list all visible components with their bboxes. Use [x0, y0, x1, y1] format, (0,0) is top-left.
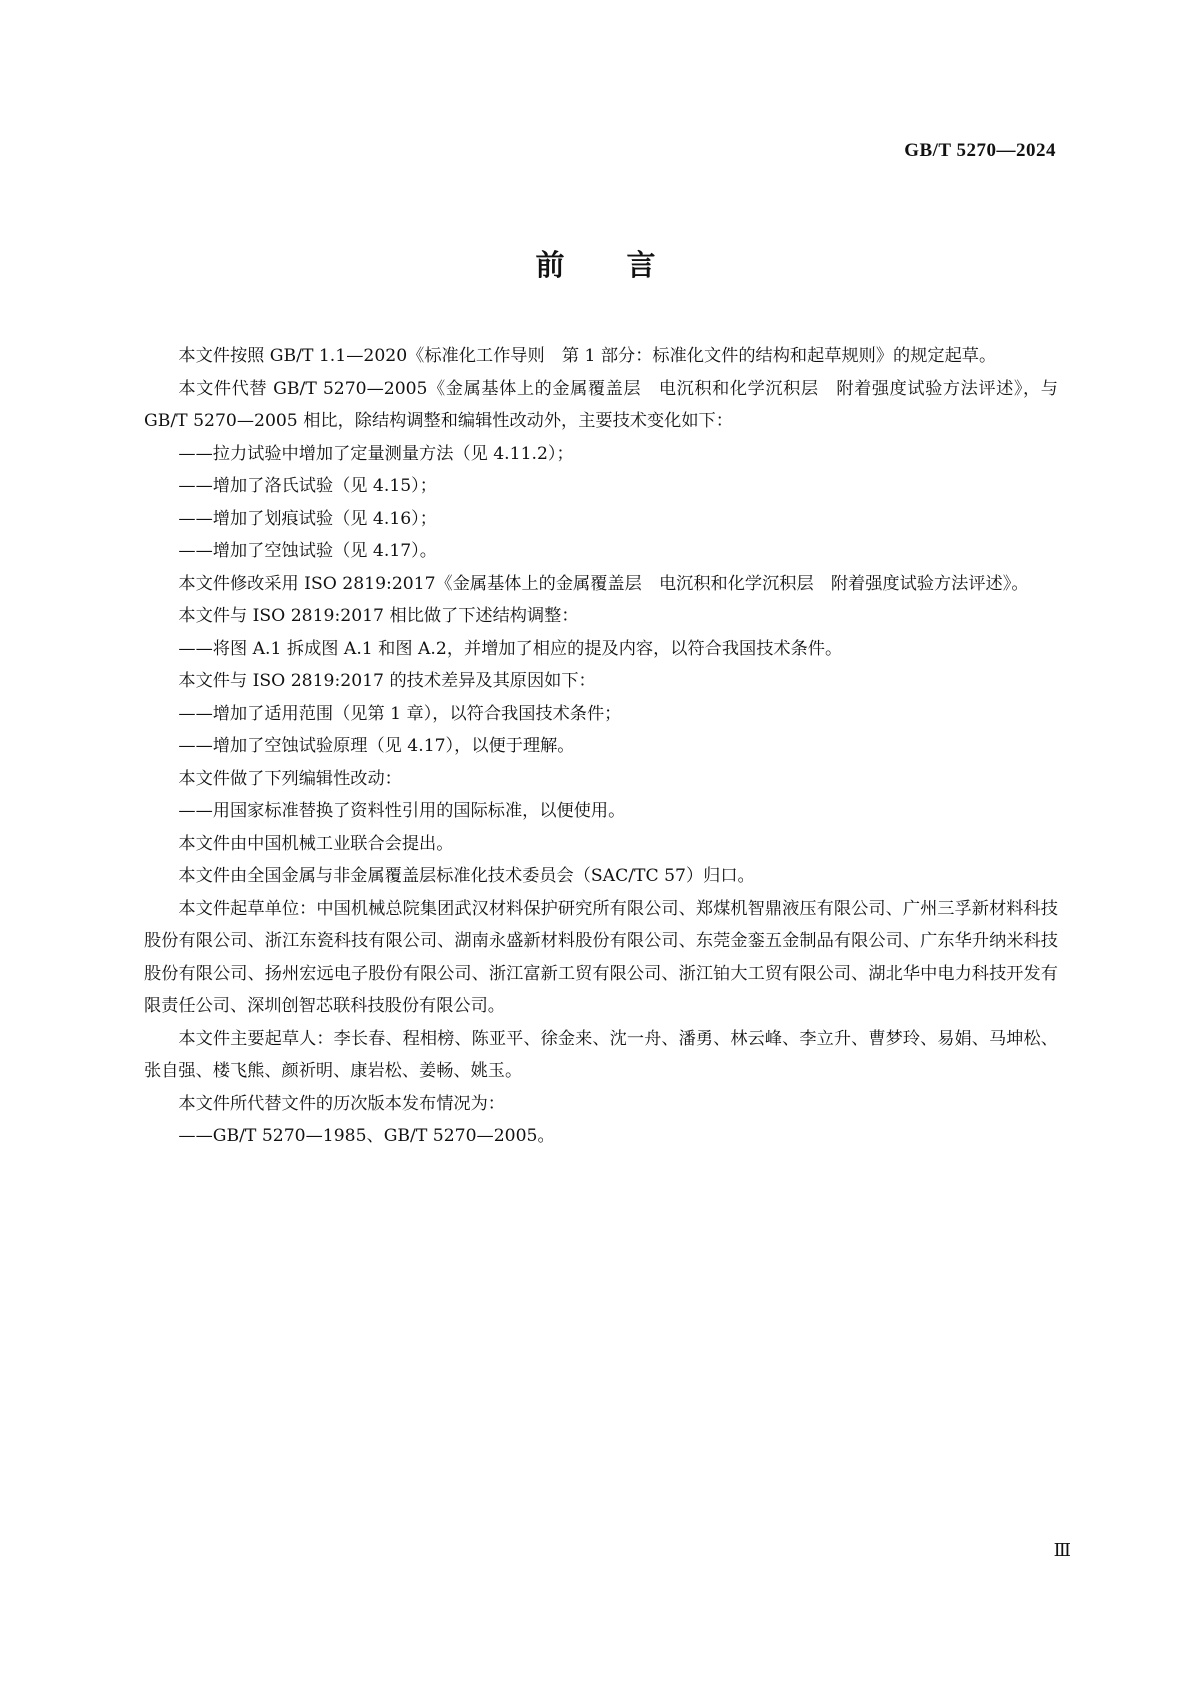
list-item: ——增加了空蚀试验（见 4.17）。	[178, 541, 437, 561]
list-item: ——增加了空蚀试验原理（见 4.17），以便于理解。	[178, 736, 575, 756]
list-item: ——增加了洛氏试验（见 4.15）；	[178, 476, 437, 496]
paragraph-technical-differences: 本文件与 ISO 2819:2017 的技术差异及其原因如下：	[178, 671, 596, 691]
standard-number: GB/T 5270—2024	[904, 140, 1056, 161]
paragraph-replacement: 本文件代替 GB/T 5270—2005《金属基体上的金属覆盖层 电沉积和化学沉积层 附着强度试验方法评述》，与 GB/T 5270—2005 相比，除结构调整和编辑性改动外，主要技术变化如下：	[144, 378, 1058, 431]
page-title: 前言	[535, 248, 718, 282]
list-item: ——GB/T 5270—1985、GB/T 5270—2005。	[178, 1126, 555, 1146]
list-item: ——增加了划痕试验（见 4.16）；	[178, 508, 437, 529]
paragraph-version-history: 本文件所代替文件的历次版本发布情况为：	[178, 1093, 505, 1114]
paragraph-drafting-units: 本文件起草单位：中国机械总院集团武汉材料保护研究所有限公司、郑煤机智鼎液压有限公司、广州三孚新材料科技股份有限公司、浙江东瓷科技有限公司、湖南永盛新材料股份有限公司、东莞金銮五金制品有限公司、广东华升纳米科技股份有限公司、扬州宏远电子股份有限公司、浙江富新工贸有限公司、浙江铂大工贸有限公司、湖北华中电力科技开发有限责任公司、深圳创智芯联科技股份有限公司。	[144, 898, 1058, 1016]
list-item: ——增加了适用范围（见第 1 章），以符合我国技术条件；	[178, 703, 622, 724]
paragraph-proposer: 本文件由中国机械工业联合会提出。	[178, 833, 454, 854]
list-item: ——用国家标准替换了资料性引用的国际标准，以便使用。	[178, 801, 626, 821]
list-item: ——将图 A.1 拆成图 A.1 和图 A.2，并增加了相应的提及内容，以符合我国技术条件。	[178, 638, 843, 659]
document-body	[144, 340, 1058, 1153]
paragraph-drafting-rules: 本文件按照 GB/T 1.1—2020《标准化工作导则 第 1 部分：标准化文件的结构和起草规则》的规定起草。	[178, 346, 997, 366]
paragraph-structural-changes: 本文件与 ISO 2819:2017 相比做了下述结构调整：	[178, 606, 579, 626]
paragraph-drafters: 本文件主要起草人：李长春、程相榜、陈亚平、徐金来、沈一舟、潘勇、林云峰、李立升、曹梦玲、易娟、马坤松、张自强、楼飞熊、颜祈明、康岩松、姜畅、姚玉。	[144, 1028, 1058, 1081]
paragraph-editorial-changes: 本文件做了下列编辑性改动：	[178, 768, 402, 789]
paragraph-technical-committee: 本文件由全国金属与非金属覆盖层标准化技术委员会（SAC/TC 57）归口。	[178, 866, 755, 886]
paragraph-iso-adoption: 本文件修改采用 ISO 2819:2017《金属基体上的金属覆盖层 电沉积和化学沉积层 附着强度试验方法评述》。	[178, 573, 1029, 594]
list-item: ——拉力试验中增加了定量测量方法（见 4.11.2）；	[178, 443, 574, 464]
page-number: Ⅲ	[1053, 1540, 1071, 1560]
